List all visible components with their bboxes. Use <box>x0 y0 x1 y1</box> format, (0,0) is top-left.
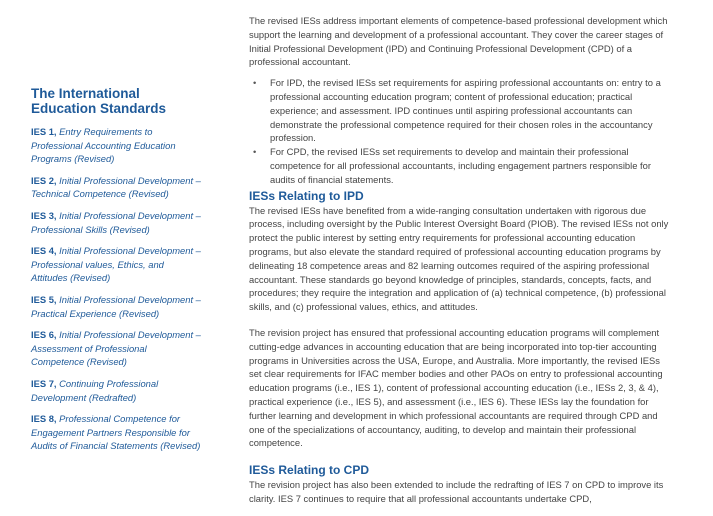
ies-title: Initial Professional Development – Professional values, Ethics, and Attitudes (Revised) <box>31 245 201 284</box>
sidebar <box>31 86 201 461</box>
intro-paragraph: The revised IESs address important elements of competence-based professional development which support the learning and development of a professional accountant. They cover the career stages of Initial Professional Development (IPD) and Continuing Professional Development (CPD) of a professional accountant. <box>249 15 668 68</box>
ies-title: Continuing Professional Development (Redrafted) <box>31 377 159 403</box>
ies-2-entry[interactable] <box>31 174 201 201</box>
bullet-text: For IPD, the revised IESs set requirements for aspiring professional accountants on: entry to a professional accounting education program; content of professional education; practical experience; and assessment. IPD continues until aspiring professional accountants can demonstrate the professional competence required for their chosen roles in the accountancy profession. <box>270 77 661 144</box>
ies-1-entry[interactable] <box>31 125 201 166</box>
ies-number: IES 7, <box>31 377 57 389</box>
bullet-text: For CPD, the revised IESs set requirements to develop and maintain their professional competence for all professional accountants, including engagement partners responsible for audits of financial statements. <box>270 146 651 185</box>
sidebar-title: The International Education Standards <box>31 86 167 116</box>
ies-list <box>31 125 201 453</box>
ies-number: IES 5, <box>31 293 57 305</box>
bullet-cpd <box>249 145 669 186</box>
ies-number: IES 3, <box>31 209 57 221</box>
ies-title: Initial Professional Development – Technical Competence (Revised) <box>31 174 201 200</box>
ies-number: IES 2, <box>31 174 57 186</box>
ies-number: IES 8, <box>31 413 57 425</box>
ies-5-entry[interactable] <box>31 293 201 320</box>
ies-4-entry[interactable] <box>31 244 201 285</box>
heading-cpd: IESs Relating to CPD <box>249 463 370 478</box>
ies-7-entry[interactable] <box>31 377 201 404</box>
ies-title: Initial Professional Development – Assessment of Professional Competence (Revised) <box>31 329 201 368</box>
bullet-ipd <box>249 76 669 145</box>
ies-title: Initial Professional Development – Practical Experience (Revised) <box>31 293 201 319</box>
ipd-paragraph-2: The revision project has ensured that professional accounting education programs will complement cutting-edge advances in accounting education that are being incorporated into top-tier accounting programs in Universities across the USA, Europe, and Australia. More importantly, the revised IESs set clear requirements for IFAC member bodies and other PAOs on entry to professional accounting education programs (i.e., IES 1), content of professional accounting education (i.e., IESs 2, 3, & 4), practical experience (i.e., IES 5), and assessment (i.e., IES 6). These IESs lay the foundation for further learning and development in which professional accountants are required through CPD and one of the specializations of accountancy, auditing, to develop and maintain their professional competence. <box>249 326 663 449</box>
ies-8-entry[interactable] <box>31 412 201 453</box>
ipd-paragraph-1: The revised IESs have benefited from a wide-ranging consultation undertaken with rigorous due process, including oversight by the Public Interest Oversight Board (PIOB). The revised IESs not only protect the public interest by setting entry requirements for professional accounting education programs, but also elevate the standard required of professional accounting education programs by delineating 18 competence areas and 82 learning outcomes required of the aspiring professional accountant. These standards go beyond knowledge of principles, standards, concepts, facts, and procedures; they require the integration and application of (a) technical competence, (b) professional skills, and (c) professional values, ethics, and attitudes. <box>249 204 669 313</box>
ies-3-entry[interactable] <box>31 209 201 236</box>
cpd-paragraph-1: The revision project has also been extended to include the redrafting of IES 7 on CPD to improve its clarity. IES 7 continues to require that all professional accountants undertake CPD, <box>249 479 664 504</box>
career-stage-list <box>249 76 669 186</box>
ies-title: Initial Professional Development – Professional Skills (Revised) <box>31 209 201 235</box>
bullet-icon: • <box>253 77 257 89</box>
ies-6-entry[interactable] <box>31 328 201 369</box>
main-content <box>249 14 669 506</box>
ies-number: IES 4, <box>31 245 57 257</box>
ies-title: Entry Requirements to Professional Accounting Education Programs (Revised) <box>31 126 176 165</box>
ies-number: IES 6, <box>31 329 57 341</box>
heading-ipd: IESs Relating to IPD <box>249 188 364 203</box>
ies-title: Professional Competence for Engagement Partners Responsible for Audits of Financial Statements (Revised) <box>31 413 201 452</box>
ies-number: IES 1, <box>31 126 57 137</box>
bullet-icon: • <box>253 146 257 158</box>
